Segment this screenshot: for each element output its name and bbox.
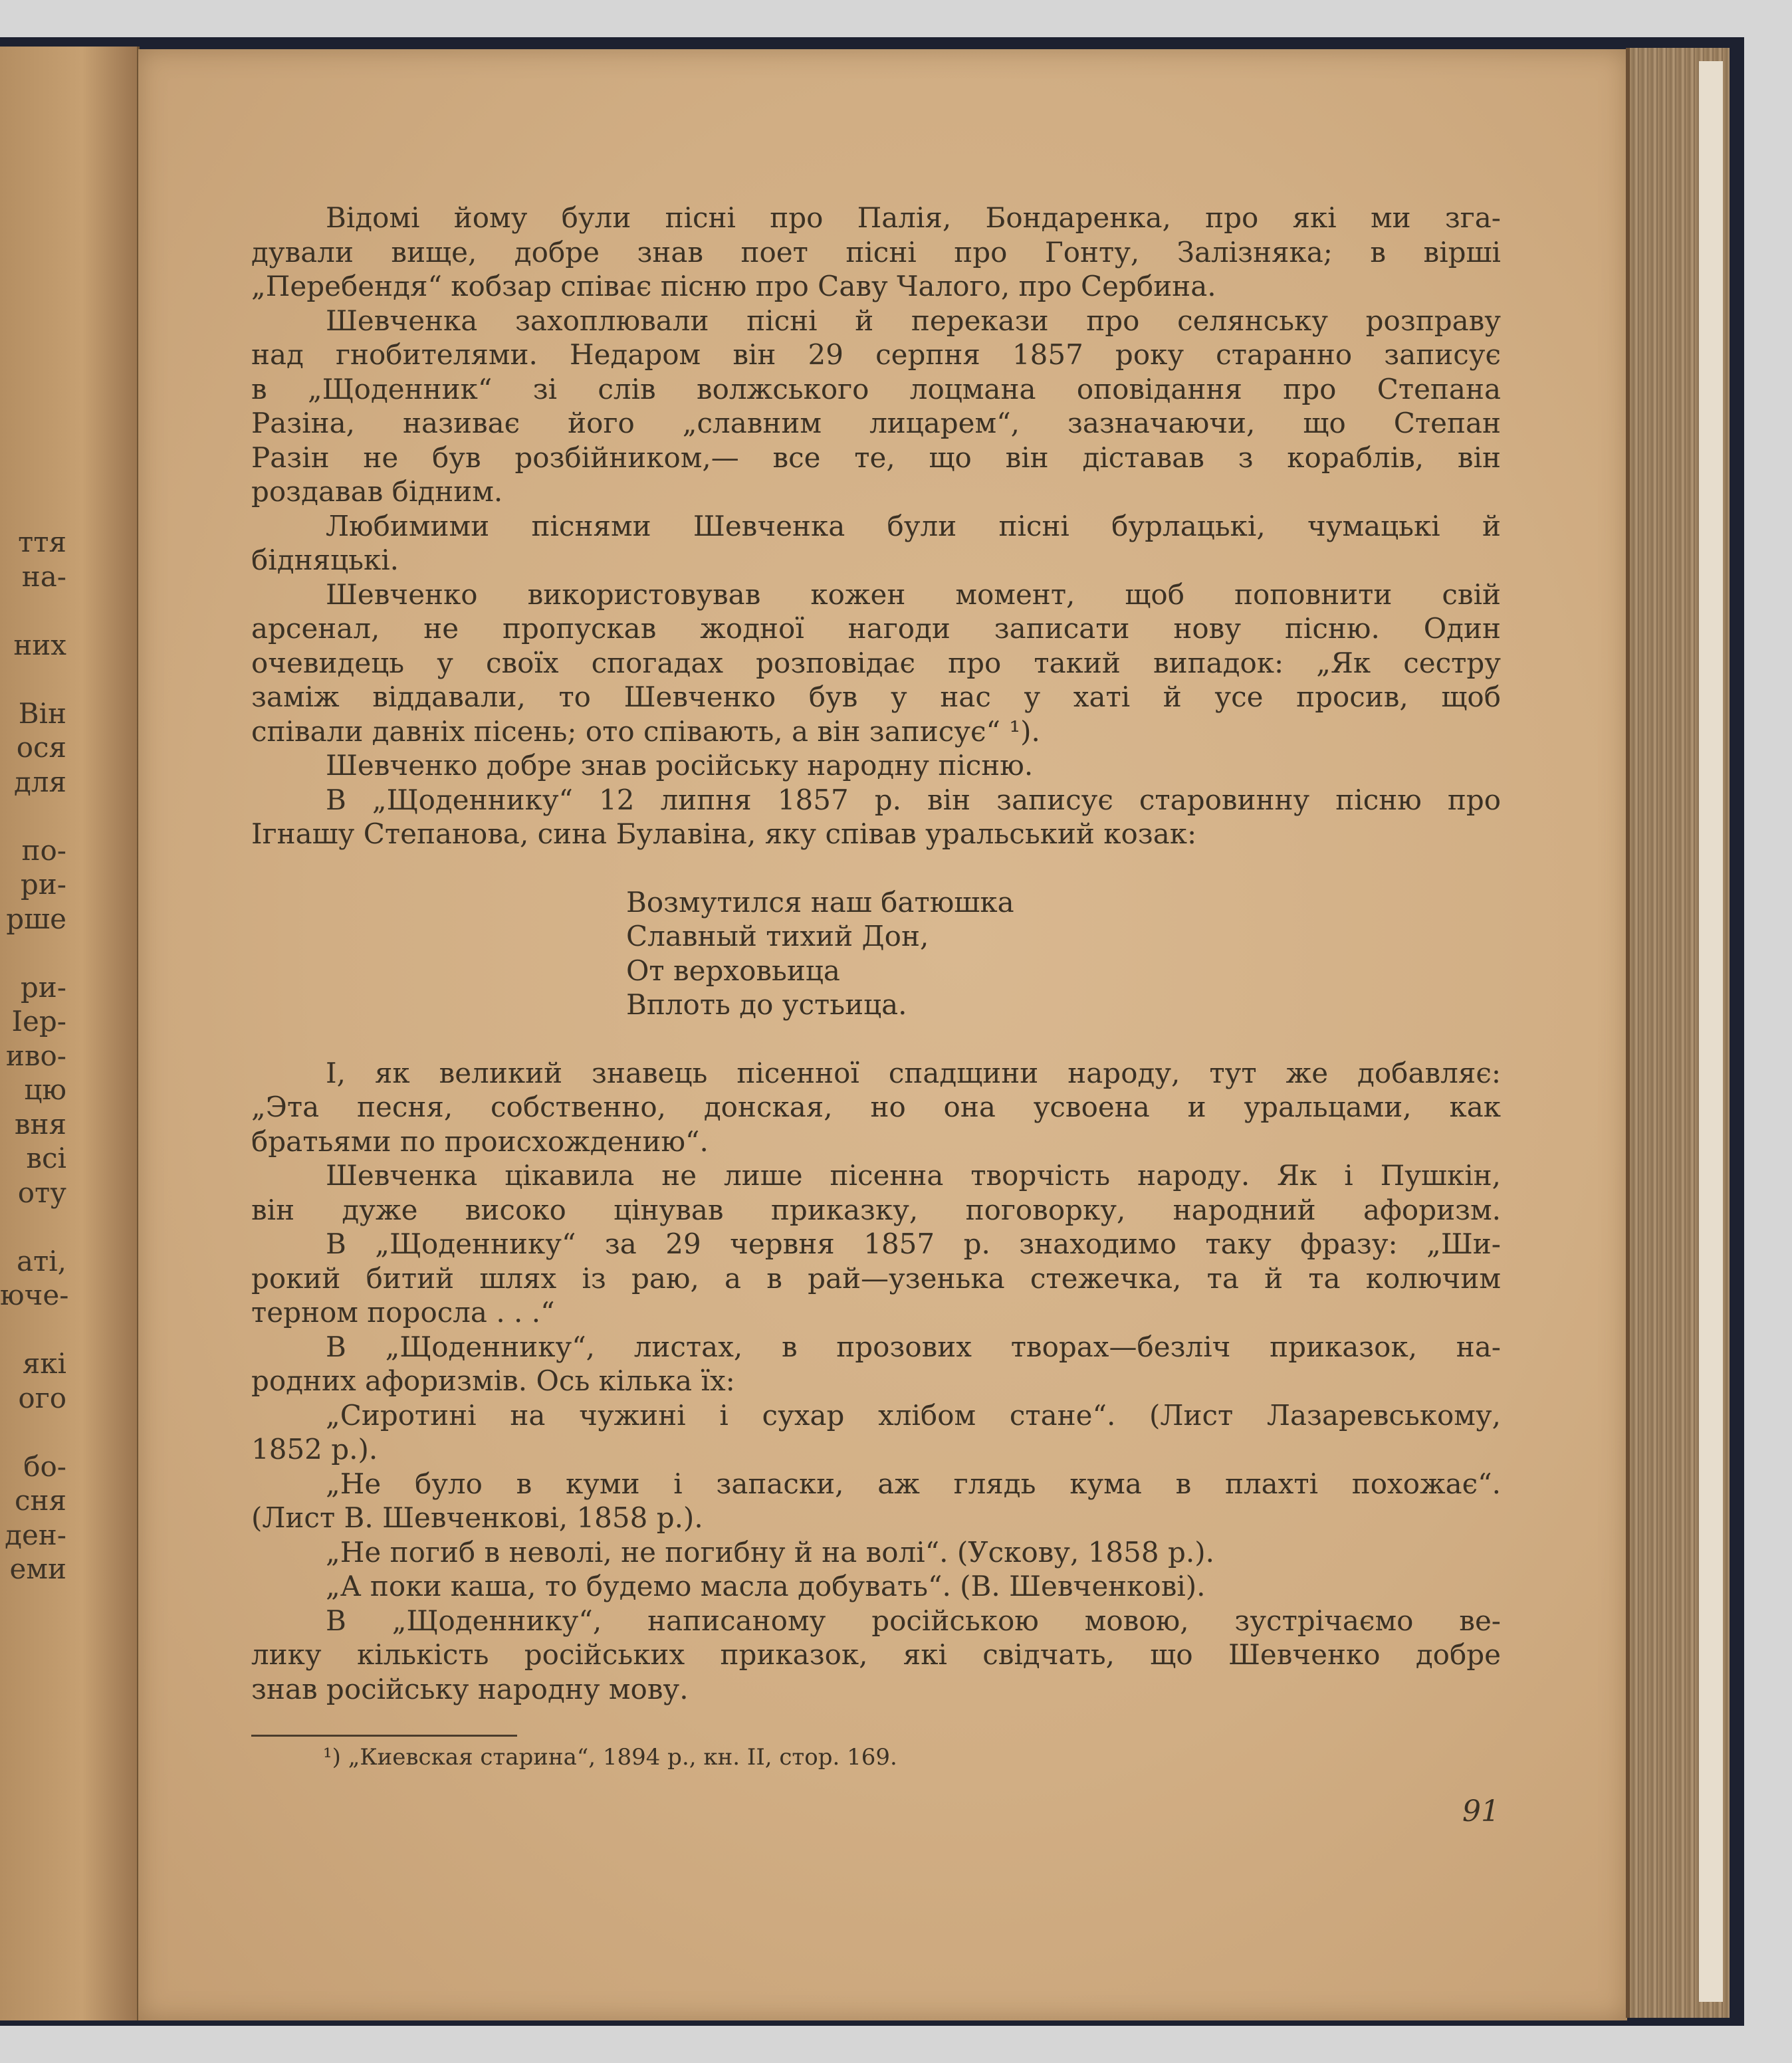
text-line: він дуже високо цінував приказку, поговорку, народний афоризм. — [251, 1193, 1501, 1226]
text-line: рокий битий шлях із раю, а в рай—узенька стежечка, та й та колючим — [251, 1261, 1501, 1295]
left-page-fragments — [0, 525, 69, 1586]
fragment: на- — [21, 560, 66, 593]
fragment — [0, 1313, 66, 1347]
poem-line: Возмутился наш батюшка — [626, 885, 1014, 919]
text-line: в „Щоденник“ зі слів волжського лоцмана оповідання про Степана — [251, 372, 1501, 405]
fragment: які — [22, 1347, 66, 1380]
poem-quote — [251, 885, 1501, 1022]
text-line: „Эта песня, собственно, донская, но она усвоена и уральцами, как — [251, 1091, 1501, 1123]
poem-line: Вплоть до устьица. — [626, 988, 907, 1021]
text-line: заміж віддавали, то Шевченко був у нас у хаті й усе просив, щоб — [251, 681, 1501, 713]
text-line: знав російську народну мову. — [251, 1672, 689, 1705]
fragment: сня — [14, 1484, 66, 1517]
text-line: Шевченка цікавила не лише пісенна творчість народу. Як і Пушкін, — [326, 1159, 1501, 1192]
fragment: ття — [18, 526, 66, 558]
fragment: всі — [26, 1142, 66, 1174]
poem-line: От верховьица — [626, 954, 840, 987]
text-line: Разін не був розбійником,— все те, що він діставав з кораблів, він — [251, 441, 1501, 474]
text-line: В „Щоденнику“, написаному російською мовою, зустрічаємо ве- — [326, 1604, 1501, 1637]
page-number: 91 — [1462, 1794, 1500, 1828]
fragment: аті, — [16, 1244, 66, 1277]
page-edges — [1626, 48, 1730, 2018]
fragment: ося — [16, 731, 66, 764]
text-line: Шевченко добре знав російську народну пісню. — [326, 749, 1034, 782]
text-line: братьями по происхождению“. — [251, 1125, 709, 1158]
text-line: „Перебендя“ кобзар співає пісню про Саву Чалого, про Сербина. — [251, 270, 1216, 302]
fragment: еми — [9, 1553, 66, 1585]
fragment — [0, 662, 66, 697]
text-line: Шевченка захоплювали пісні й перекази про селянську розправу — [326, 304, 1501, 337]
text-line: Шевченко використовував кожен момент, щоб поповнити свій — [326, 578, 1501, 611]
footnote: ¹) „Киевская старина“, 1894 р., кн. II, стор. 169. — [323, 1744, 897, 1771]
fragment: по- — [21, 833, 66, 867]
text-line: бідняцькі. — [251, 544, 399, 576]
text-line: „А поки каша, то будемо масла добувать“. (В. Шевченкові). — [326, 1570, 1206, 1602]
left-page — [0, 47, 140, 2020]
text-line: над гнобителями. Недаром він 29 серпня 1857 року старанно записує — [251, 338, 1501, 371]
text-line: арсенал, не пропускав жодної нагоди записати нову пісню. Один — [251, 612, 1501, 645]
text-line: В „Щоденнику“, листах, в прозових творах—безліч приказок, на- — [326, 1330, 1501, 1363]
text-line: (Лист В. Шевченкові, 1858 р.). — [251, 1501, 703, 1534]
fragment: бо- — [23, 1450, 66, 1483]
footnote-rule — [251, 1735, 517, 1737]
fragment — [0, 1210, 66, 1244]
text-line: Ігнашу Степанова, сина Булавіна, яку співав уральський козак: — [251, 817, 1197, 850]
fragment: ри- — [20, 970, 66, 1004]
fragment: них — [13, 628, 66, 661]
text-line: терном поросла . . .“ — [251, 1296, 555, 1329]
fragment: оту — [17, 1176, 66, 1209]
text-line: В „Щоденнику“ за 29 червня 1857 р. знаходимо таку фразу: „Ши- — [326, 1228, 1501, 1260]
text-line: І, як великий знавець пісенної спадщини народу, тут же добавляє: — [326, 1056, 1501, 1089]
fragment — [0, 799, 66, 833]
text-line: дували вище, добре знав поет пісні про Гонту, Залізняка; в вірші — [251, 235, 1501, 269]
fragment: рше — [6, 902, 66, 935]
fragment: юче- — [0, 1279, 69, 1311]
text-line: Відомі йому були пісні про Палія, Бондаренка, про які ми зга- — [326, 201, 1501, 234]
text-line: „Не було в куми і запаски, аж глядь кума в плахті похожає“. — [326, 1467, 1501, 1500]
fragment: для — [13, 765, 66, 798]
text-line: „Не погиб в неволі, не погибну й на волі“. (Ускову, 1858 р.). — [326, 1535, 1214, 1569]
fragment: ого — [18, 1381, 66, 1414]
fragment: ден- — [5, 1518, 66, 1551]
fragment: ри- — [20, 868, 66, 901]
fragment: иво- — [5, 1039, 66, 1072]
text-line: „Сиротині на чужині і сухар хлібом стане“. (Лист Лазаревському, — [326, 1398, 1501, 1432]
fragment — [0, 936, 66, 970]
fragment: вня — [14, 1107, 66, 1140]
text-line: очевидець у своїх спогадах розповідає про такий випадок: „Як сестру — [251, 646, 1501, 679]
text-line: Разіна, називає його „славним лицарем“, зазначаючи, що Степан — [251, 407, 1501, 439]
fragment — [0, 1415, 66, 1450]
text-line: 1852 р.). — [251, 1433, 378, 1466]
text-line: Любимими піснями Шевченка були пісні бурлацькі, чумацькі й — [326, 509, 1501, 542]
fragment: Іер- — [11, 1005, 66, 1037]
page-body-text — [251, 201, 1501, 1706]
text-line: В „Щоденнику“ 12 липня 1857 р. він записує старовинну пісню про — [326, 783, 1501, 816]
text-line: родних афоризмів. Ось кілька їх: — [251, 1364, 735, 1397]
text-line: роздавав бідним. — [251, 475, 503, 508]
text-line: лику кількість російських приказок, які свідчать, що Шевченко добре — [251, 1638, 1501, 1671]
fragment: Він — [18, 697, 66, 730]
fragment: цю — [24, 1073, 66, 1106]
fragment — [0, 594, 66, 628]
text-line: співали давніх пісень; ото співають, а він записує“ ¹). — [251, 714, 1040, 748]
poem-line: Славный тихий Дон, — [626, 920, 929, 952]
